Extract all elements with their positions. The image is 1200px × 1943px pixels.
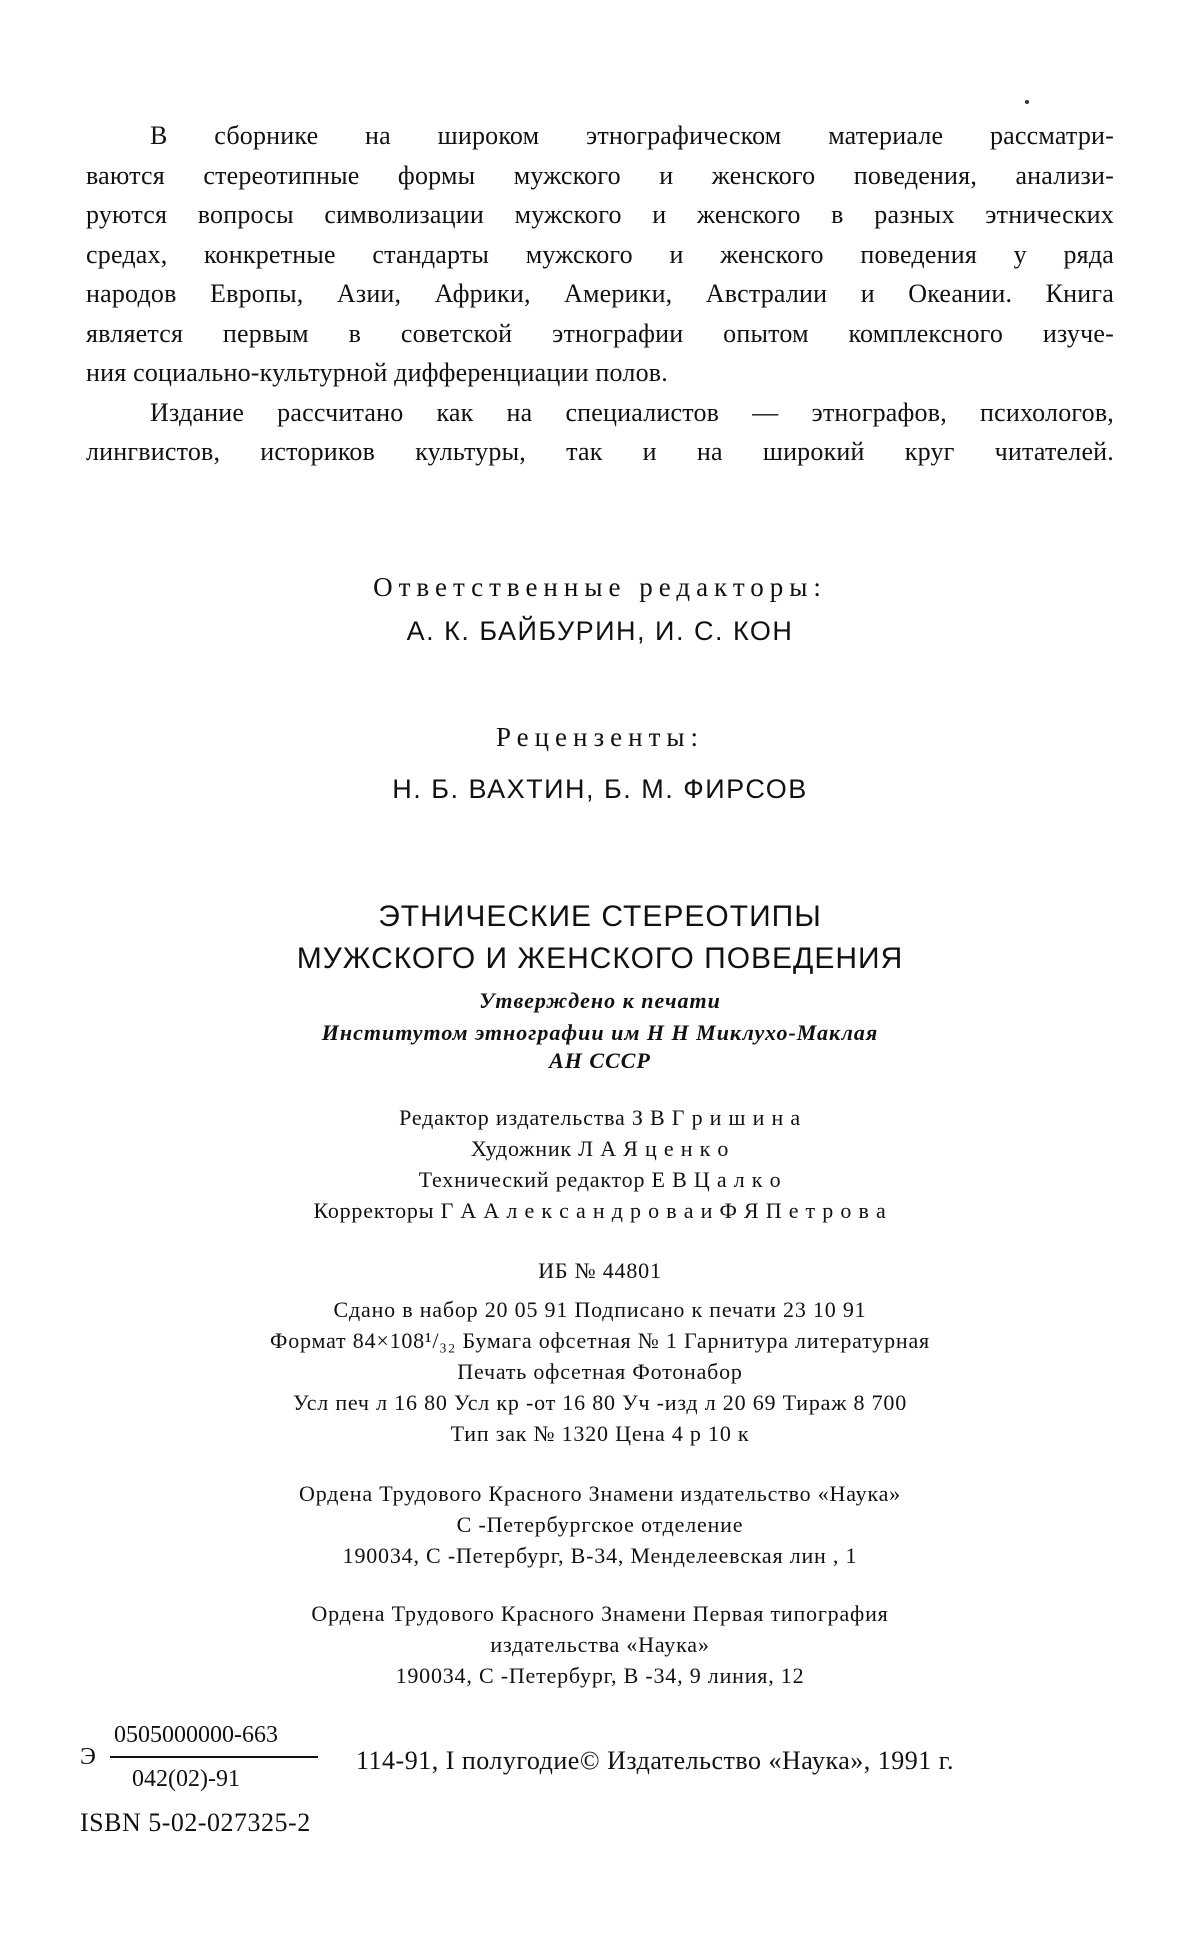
abstract-paragraph bbox=[86, 116, 1114, 472]
editors-names: А. К. БАЙБУРИН, И. С. КОН bbox=[406, 616, 794, 646]
spec-line: Тип зак № 1320 Цена 4 р 10 к bbox=[450, 1421, 750, 1446]
isbn: ISBN 5-02-027325-2 bbox=[80, 1808, 311, 1837]
abstract-line: Издание рассчитано как на специалистов — этнографов, психологов, bbox=[150, 397, 1114, 427]
abstract-line: средах, конкретные стандарты мужского и женского поведения у ряда bbox=[86, 239, 1114, 269]
book-title-line1: ЭТНИЧЕСКИЕ СТЕРЕОТИПЫ bbox=[378, 900, 822, 933]
printer-line: 190034, С -Петербург, В -34, 9 линия, 12 bbox=[395, 1663, 805, 1688]
spec-line: Сдано в набор 20 05 91 Подписано к печати 23 10 91 bbox=[333, 1297, 867, 1322]
spec-line: Печать офсетная Фотонабор bbox=[457, 1359, 743, 1384]
abstract-line: является первым в советской этнографии опытом комплексного изуче- bbox=[86, 318, 1114, 348]
publisher-info bbox=[0, 1478, 1200, 1571]
printer-line: издательства «Наука» bbox=[490, 1632, 710, 1657]
approval-line1: Утверждено к печати bbox=[479, 988, 721, 1013]
spec-line: Усл печ л 16 80 Усл кр -от 16 80 Уч -изд л 20 69 Тираж 8 700 bbox=[292, 1390, 908, 1415]
publisher-line: 190034, С -Петербург, В-34, Менделеевская лин , 1 bbox=[342, 1543, 858, 1568]
ib-number: ИБ № 44801 bbox=[538, 1258, 662, 1283]
abstract-line: руются вопросы символизации мужского и женского в разных этнических bbox=[86, 200, 1114, 229]
book-title-line2: МУЖСКОГО И ЖЕНСКОГО ПОВЕДЕНИЯ bbox=[296, 942, 904, 975]
staff-line: Художник Л А Я ц е н к о bbox=[470, 1136, 730, 1161]
editors-heading: Ответственные редакторы: bbox=[373, 572, 827, 602]
printer-line: Ордена Трудового Красного Знамени Первая типография bbox=[311, 1601, 889, 1626]
staff-line: Редактор издательства З В Г р и ш и н а bbox=[399, 1105, 801, 1130]
abstract-line: ния социально-культурной дифференциации полов. bbox=[86, 358, 668, 387]
abstract-line: В сборнике на широком этнографическом материале рассматри- bbox=[150, 121, 1114, 150]
fraction-bar bbox=[110, 1756, 318, 1758]
approval-line3: АН СССР bbox=[549, 1048, 651, 1073]
abstract-line: лингвистов, историков культуры, так и на широкий круг читателей. bbox=[86, 437, 1114, 466]
catalog-denominator: 042(02)-91 bbox=[132, 1766, 240, 1792]
catalog-numerator: 0505000000-663 bbox=[114, 1722, 278, 1748]
abstract-line: ваются стереотипные формы мужского и женского поведения, анализи- bbox=[86, 160, 1114, 190]
reviewers-names: Н. Б. ВАХТИН, Б. М. ФИРСОВ bbox=[392, 774, 808, 804]
catalog-prefix: Э bbox=[80, 1744, 96, 1770]
staff-line: Технический редактор Е В Ц а л к о bbox=[418, 1167, 782, 1192]
staff-credits bbox=[0, 1102, 1200, 1226]
reviewers-heading: Рецензенты: bbox=[495, 722, 705, 752]
publisher-line: С -Петербургское отделение bbox=[456, 1512, 744, 1537]
staff-line: Корректоры Г А А л е к с а н д р о в а и Ф Я П е т р о в а bbox=[313, 1198, 887, 1223]
stray-dot bbox=[1025, 100, 1029, 104]
publisher-line: Ордена Трудового Красного Знамени издательство «Наука» bbox=[299, 1481, 901, 1506]
printer-info bbox=[0, 1598, 1200, 1691]
abstract-line: народов Европы, Азии, Африки, Америки, Австралии и Океании. Книга bbox=[86, 279, 1114, 308]
spec-line: Формат 84×108¹/₃₂ Бумага офсетная № 1 Гарнитура литературная bbox=[270, 1328, 930, 1353]
approval-line2: Институтом этнографии им Н Н Миклухо-Маклая bbox=[321, 1020, 879, 1045]
copyright-line: 114-91, I полугодие© Издательство «Наука», 1991 г. bbox=[356, 1746, 955, 1775]
print-specs bbox=[0, 1294, 1200, 1449]
